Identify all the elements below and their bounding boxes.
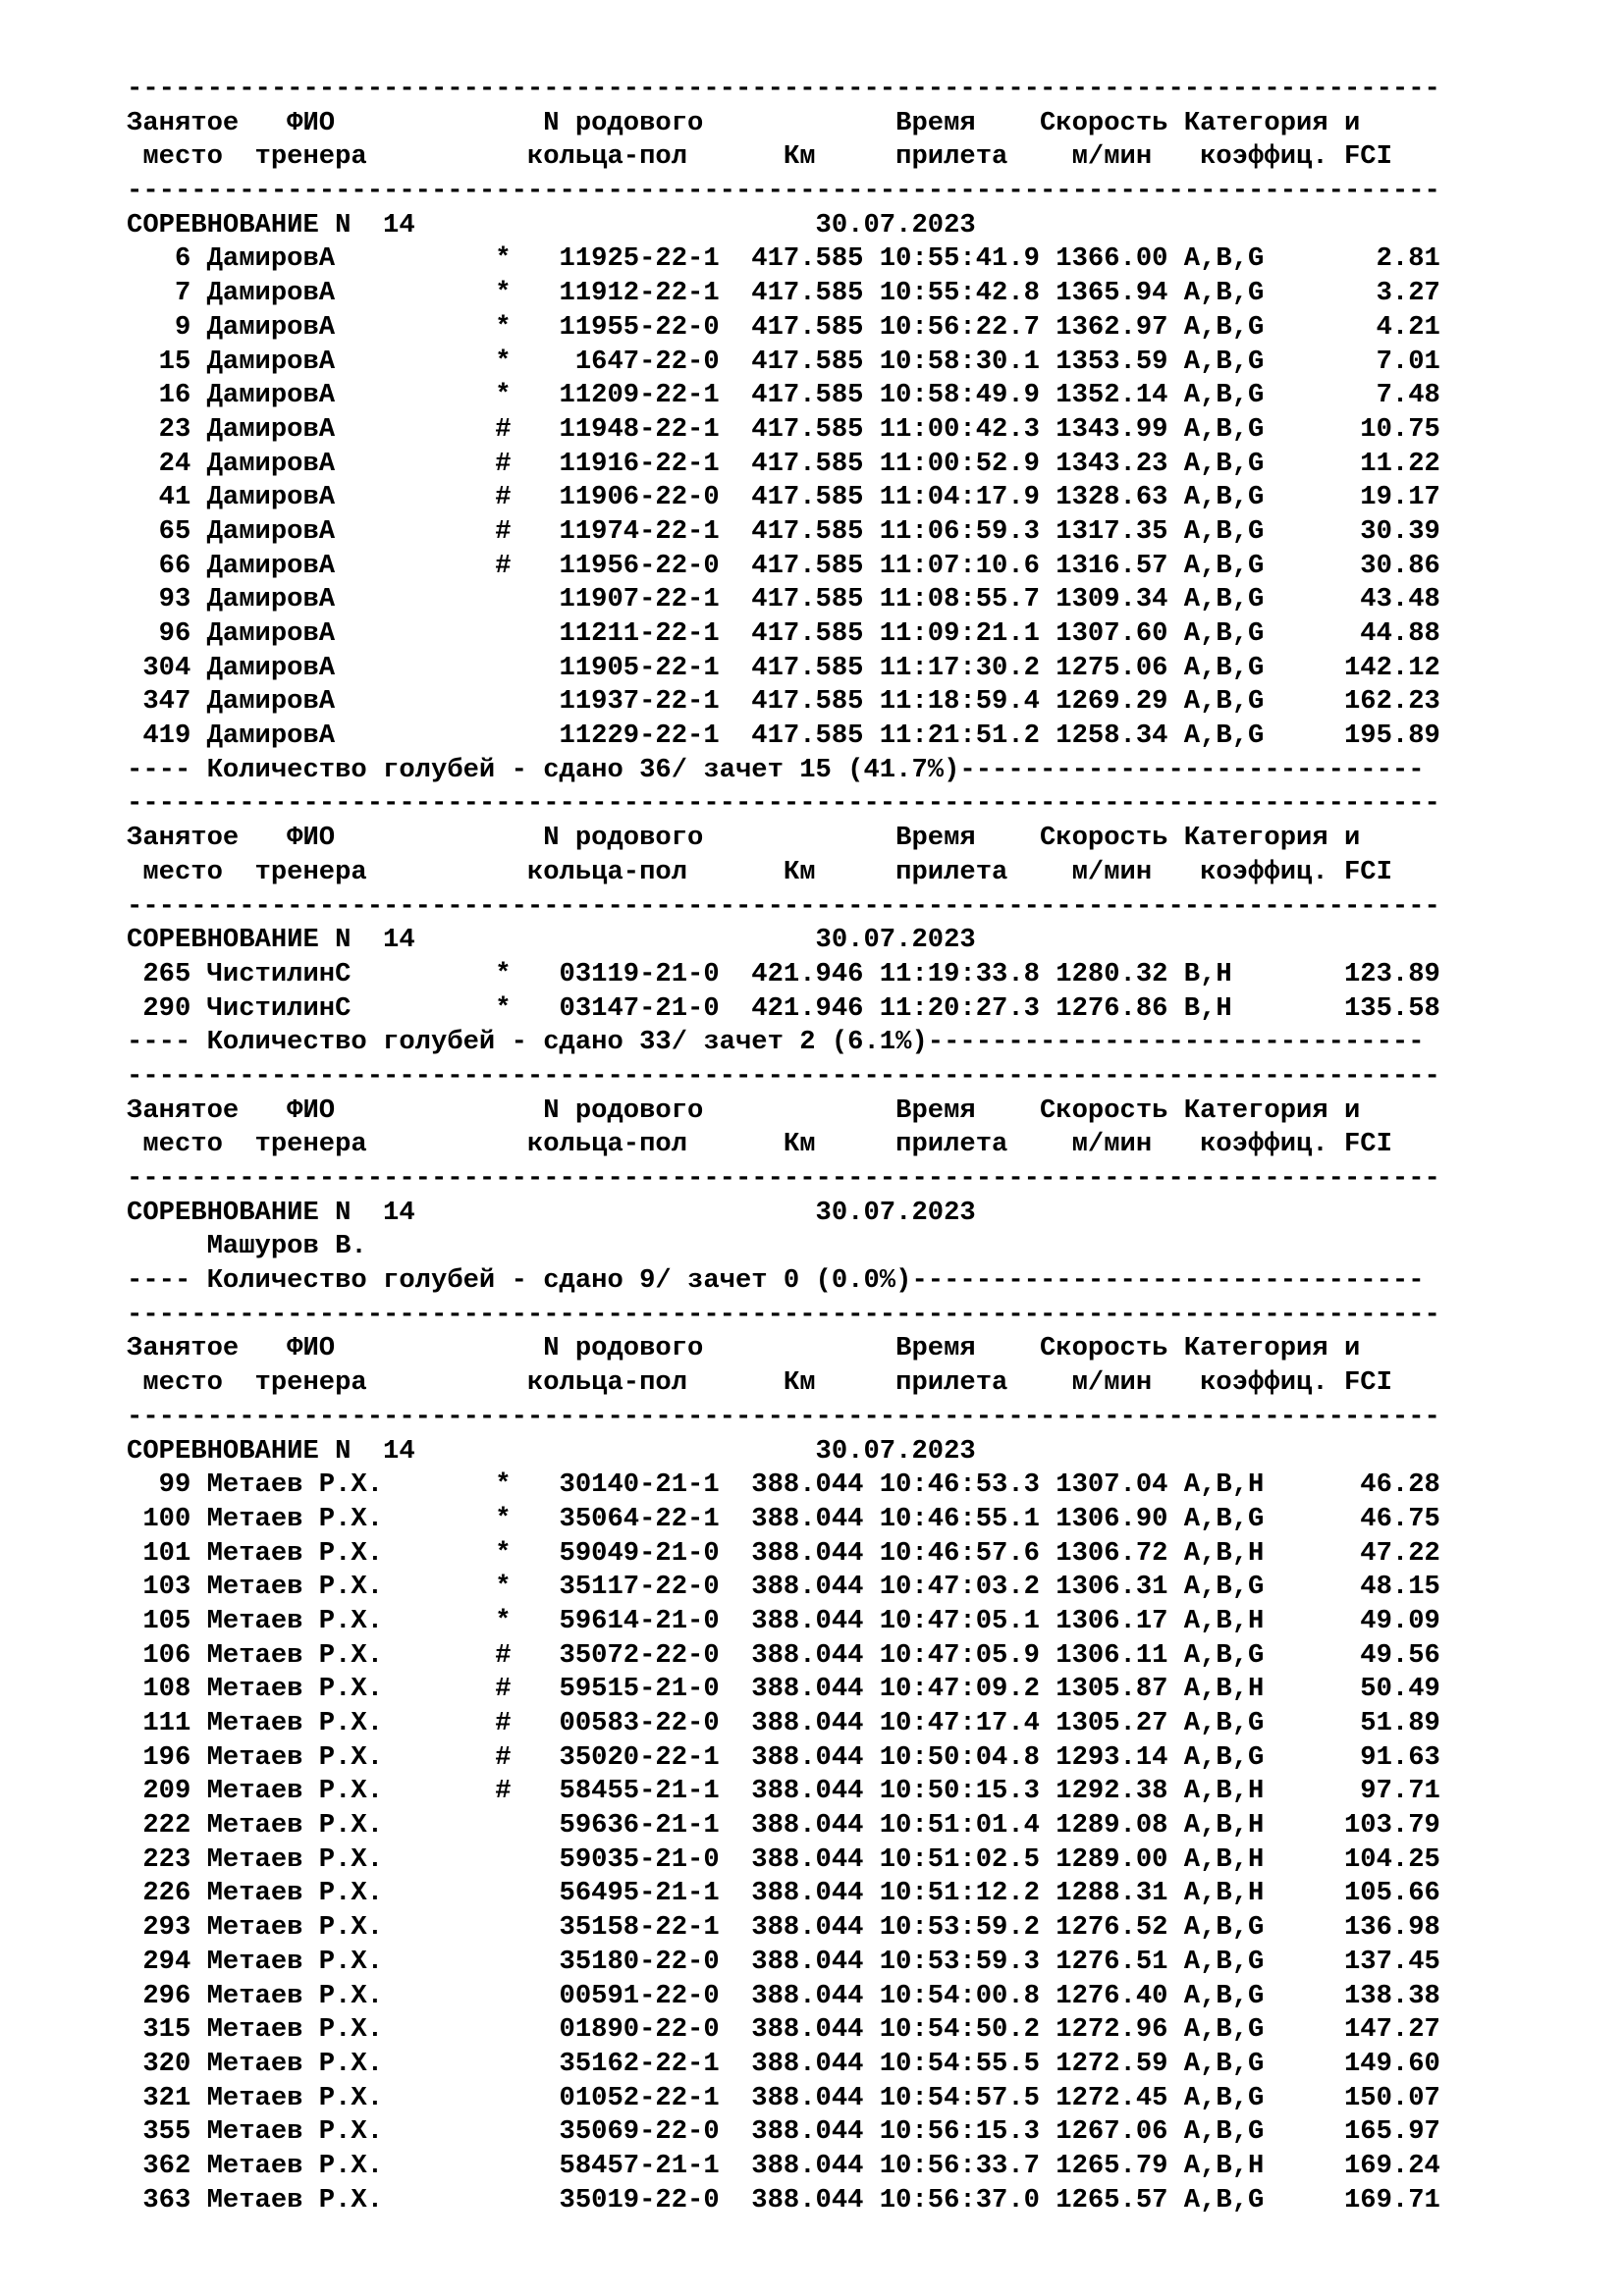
competition-header: СОРЕВНОВАНИЕ N 14 30.07.2023 [127, 1435, 976, 1467]
result-row: 363 Метаев Р.Х. 35019-22-0 388.044 10:56:37.0 1265.57 A,B,G 169.71 [127, 2184, 1440, 2216]
result-row: 209 Метаев Р.Х. # 58455-21-1 388.044 10:50:15.3 1292.38 A,B,H 97.71 [127, 1776, 1440, 1807]
separator-line: ---------------------------------------------------------------------------------- [127, 74, 1440, 104]
result-row: 15 ДамировА * 1647-22-0 417.585 10:58:30.1 1353.59 A,B,G 7.01 [127, 346, 1440, 377]
competition-header: СОРЕВНОВАНИЕ N 14 30.07.2023 [127, 925, 976, 956]
competition-header: СОРЕВНОВАНИЕ N 14 30.07.2023 [127, 1197, 976, 1228]
result-row: 111 Метаев Р.Х. # 00583-22-0 388.044 10:47:17.4 1305.27 A,B,G 51.89 [127, 1708, 1440, 1738]
column-header: место тренера кольца-пол Км прилета м/мин коэффиц. FCI [127, 141, 1392, 173]
result-row: 23 ДамировА # 11948-22-1 417.585 11:00:42.3 1343.99 A,B,G 10.75 [127, 413, 1440, 445]
column-header: место тренера кольца-пол Км прилета м/мин коэффиц. FCI [127, 1367, 1392, 1399]
separator-line: ---------------------------------------------------------------------------------- [127, 176, 1440, 207]
result-row: 265 ЧистилинС * 03119-21-0 421.946 11:19:33.8 1280.32 B,H 123.89 [127, 958, 1440, 989]
result-row: 105 Метаев Р.Х. * 59614-21-0 388.044 10:47:05.1 1306.17 A,B,H 49.09 [127, 1605, 1440, 1636]
column-header: Занятое ФИО N родового Время Скорость Категория и [127, 823, 1361, 854]
participant-line: Машуров В. [127, 1231, 367, 1262]
result-row: 106 Метаев Р.Х. # 35072-22-0 388.044 10:47:05.9 1306.11 A,B,G 49.56 [127, 1639, 1440, 1671]
result-row: 24 ДамировА # 11916-22-1 417.585 11:00:52.9 1343.23 A,B,G 11.22 [127, 448, 1440, 479]
result-row: 101 Метаев Р.Х. * 59049-21-0 388.044 10:46:57.6 1306.72 A,B,H 47.22 [127, 1537, 1440, 1569]
result-row: 65 ДамировА # 11974-22-1 417.585 11:06:59.3 1317.35 A,B,G 30.39 [127, 515, 1440, 547]
column-header: место тренера кольца-пол Км прилета м/мин коэффиц. FCI [127, 856, 1392, 887]
separator-line: ---------------------------------------------------------------------------------- [127, 1163, 1440, 1194]
result-row: 66 ДамировА # 11956-22-0 417.585 11:07:10.6 1316.57 A,B,G 30.86 [127, 550, 1440, 581]
race-results-report [127, 73, 1599, 2217]
summary-line: ---- Количество голубей - сдано 36/ зачет 15 (41.7%)----------------------------- [127, 754, 1425, 785]
result-row: 321 Метаев Р.Х. 01052-22-1 388.044 10:54:57.5 1272.45 A,B,G 150.07 [127, 2082, 1440, 2113]
result-row: 196 Метаев Р.Х. # 35020-22-1 388.044 10:50:04.8 1293.14 A,B,G 91.63 [127, 1741, 1440, 1773]
result-row: 100 Метаев Р.Х. * 35064-22-1 388.044 10:46:55.1 1306.90 A,B,G 46.75 [127, 1503, 1440, 1534]
separator-line: ---------------------------------------------------------------------------------- [127, 890, 1440, 922]
column-header: место тренера кольца-пол Км прилета м/мин коэффиц. FCI [127, 1129, 1392, 1160]
result-row: 103 Метаев Р.Х. * 35117-22-0 388.044 10:47:03.2 1306.31 A,B,G 48.15 [127, 1572, 1440, 1603]
separator-line: ---------------------------------------------------------------------------------- [127, 1299, 1440, 1330]
result-row: 315 Метаев Р.Х. 01890-22-0 388.044 10:54:50.2 1272.96 A,B,G 147.27 [127, 2014, 1440, 2046]
result-row: 290 ЧистилинС * 03147-21-0 421.946 11:20:27.3 1276.86 B,H 135.58 [127, 992, 1440, 1024]
result-row: 304 ДамировА 11905-22-1 417.585 11:17:30.2 1275.06 A,B,G 142.12 [127, 652, 1440, 683]
column-header: Занятое ФИО N родового Время Скорость Категория и [127, 107, 1361, 138]
result-row: 419 ДамировА 11229-22-1 417.585 11:21:51.2 1258.34 A,B,G 195.89 [127, 721, 1440, 752]
result-row: 347 ДамировА 11937-22-1 417.585 11:18:59.4 1269.29 A,B,G 162.23 [127, 686, 1440, 718]
column-header: Занятое ФИО N родового Время Скорость Категория и [127, 1095, 1361, 1126]
result-row: 355 Метаев Р.Х. 35069-22-0 388.044 10:56:15.3 1267.06 A,B,G 165.97 [127, 2116, 1440, 2148]
result-row: 93 ДамировА 11907-22-1 417.585 11:08:55.7 1309.34 A,B,G 43.48 [127, 584, 1440, 615]
separator-line: ---------------------------------------------------------------------------------- [127, 1060, 1440, 1092]
result-row: 7 ДамировА * 11912-22-1 417.585 10:55:42.8 1365.94 A,B,G 3.27 [127, 278, 1440, 309]
result-row: 223 Метаев Р.Х. 59035-21-0 388.044 10:51:02.5 1289.00 A,B,H 104.25 [127, 1843, 1440, 1875]
summary-line: ---- Количество голубей - сдано 33/ зачет 2 (6.1%)------------------------------- [127, 1027, 1425, 1058]
result-row: 320 Метаев Р.Х. 35162-22-1 388.044 10:54:55.5 1272.59 A,B,G 149.60 [127, 2048, 1440, 2079]
result-row: 9 ДамировА * 11955-22-0 417.585 10:56:22.7 1362.97 A,B,G 4.21 [127, 311, 1440, 343]
result-row: 293 Метаев Р.Х. 35158-22-1 388.044 10:53:59.2 1276.52 A,B,G 136.98 [127, 1912, 1440, 1944]
separator-line: ---------------------------------------------------------------------------------- [127, 1401, 1440, 1432]
result-row: 41 ДамировА # 11906-22-0 417.585 11:04:17.9 1328.63 A,B,G 19.17 [127, 482, 1440, 513]
result-row: 362 Метаев Р.Х. 58457-21-1 388.044 10:56:33.7 1265.79 A,B,H 169.24 [127, 2150, 1440, 2181]
result-row: 226 Метаев Р.Х. 56495-21-1 388.044 10:51:12.2 1288.31 A,B,H 105.66 [127, 1878, 1440, 1909]
result-row: 99 Метаев Р.Х. * 30140-21-1 388.044 10:46:53.3 1307.04 A,B,H 46.28 [127, 1469, 1440, 1501]
result-row: 222 Метаев Р.Х. 59636-21-1 388.044 10:51:01.4 1289.08 A,B,H 103.79 [127, 1810, 1440, 1842]
summary-line: ---- Количество голубей - сдано 9/ зачет 0 (0.0%)-------------------------------- [127, 1265, 1425, 1297]
result-row: 96 ДамировА 11211-22-1 417.585 11:09:21.1 1307.60 A,B,G 44.88 [127, 618, 1440, 649]
competition-header: СОРЕВНОВАНИЕ N 14 30.07.2023 [127, 209, 976, 240]
column-header: Занятое ФИО N родового Время Скорость Категория и [127, 1333, 1361, 1364]
result-row: 16 ДамировА * 11209-22-1 417.585 10:58:49.9 1352.14 A,B,G 7.48 [127, 380, 1440, 411]
separator-line: ---------------------------------------------------------------------------------- [127, 788, 1440, 820]
result-row: 296 Метаев Р.Х. 00591-22-0 388.044 10:54:00.8 1276.40 A,B,G 138.38 [127, 1980, 1440, 2011]
result-row: 6 ДамировА * 11925-22-1 417.585 10:55:41.9 1366.00 A,B,G 2.81 [127, 243, 1440, 275]
result-row: 108 Метаев Р.Х. # 59515-21-0 388.044 10:47:09.2 1305.87 A,B,H 50.49 [127, 1674, 1440, 1705]
result-row: 294 Метаев Р.Х. 35180-22-0 388.044 10:53:59.3 1276.51 A,B,G 137.45 [127, 1946, 1440, 1977]
